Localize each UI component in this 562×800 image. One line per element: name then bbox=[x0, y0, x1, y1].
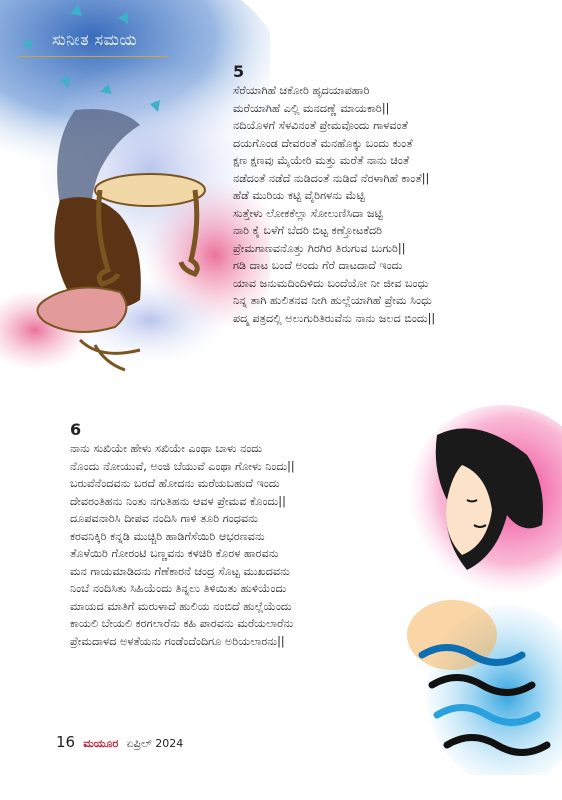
poem-line: ನೊಂದು ನೋಯುವೆ, ಅಂಜಿ ಬೆಯುವೆ ಎಂಥಾ ಗೋಳು ನಿಂದು|| bbox=[70, 459, 295, 473]
poem-line: ನದಿಯೊಳಗೆ ಸೆಳವಿನಂತೆ ಪ್ರೇಮವೊಂದು ಗಾಳವಂತೆ bbox=[233, 119, 408, 132]
page-number: 16 bbox=[56, 733, 76, 751]
poem-line: ನಿನ್ನ ತಾಗಿ ಹುಲಿತನವ ನೀಗಿ ಹುಲ್ಲೆಯಾಗಿಹೆ ಪ್ರೇಮ ಸಿಂಧು bbox=[233, 294, 432, 307]
poem-line: ಬರುವೆನೆಂದವನು ಬರದೆ ಹೋದನು ಮರೆಯಬಹುದೆ ಇಂದು bbox=[70, 477, 280, 490]
poem-line: ದೇವರಂತಿಹನು ನಿಂತು ನಗುತಿಹನು ಆವಳ ಪ್ರೇಮವ ಕೊಂದು|| bbox=[70, 494, 286, 508]
page-footer bbox=[56, 733, 183, 751]
poem-line: ತೊಳೆಯಿರಿ ಗೋರಂಟಿ ಬಣ್ಣವನು ಕಳಚಿರಿ ಕೊರಳ ಹಾರವನು bbox=[70, 547, 279, 560]
poem-line: ದಯಗೊಂಡ ದೇವರಂತೆ ಮನಹೊಕ್ಕು ಬಂದು ಕುಂತೆ bbox=[233, 136, 413, 150]
poem-line: ಕ್ಷಣ ಕ್ಷಣವು ಮೈಯೇರಿ ಮತ್ತು ಮರೆತೆ ನಾನು ಚಿಂತೆ bbox=[233, 154, 410, 167]
magazine-logo: ಮಯೂರ bbox=[83, 737, 119, 750]
issue-date: ಏಪ್ರಿಲ್ 2024 bbox=[126, 737, 184, 750]
poem-line: ಯಾವ ಜನುಮದಿಂದಿಳಿದು ಬಂದೆಯೋ ನೀ ಜೀವ ಬಂಧು bbox=[233, 276, 429, 290]
poem-line: ನಡೆದಂತೆ ನಡೆದೆ ನುಡಿದಂತೆ ನುಡಿದೆ ನೆರಳಾಗಿಹೆ ಕಾಂತೆ|| bbox=[233, 171, 430, 185]
poem-line: ಪ್ರೇಮದಾಳದ ಅಳತೆಯನು ಗಂಡೆಂದೆಂದಿಗೂ ಅರಿಯಲಾರನು|| bbox=[70, 634, 285, 648]
poem-number: 5 bbox=[233, 62, 245, 81]
poem-line: ನಿಂಬೆ ನಂದಿಸಿತು ಸಿಹಿಯೆಂದು ತಿನ್ನಲು ತಿಳಿಯಿತು ಹುಳಿಯೆಂದು bbox=[70, 582, 287, 595]
poem-line: ಹೆಡೆ ಮುರಿಯ ಕಟ್ಟಿ ವೈರಿಗಳನು ಮೆಟ್ಟಿ bbox=[233, 189, 365, 202]
poem-line: ಗಡಿ ದಾಟ ಬಂದೆ ಅಂದು ಗೆರೆ ದಾಟದಾದೆ ಇಂದು bbox=[233, 259, 403, 272]
section-title: ಸುನೀತ ಸಮಯ bbox=[52, 30, 138, 49]
poem-5-lines bbox=[233, 82, 435, 327]
poem-line: ಪದ್ಮ ಪತ್ರದಲ್ಲಿ ಅಲುಗುರಿತಿರುವೆನು ನಾನು ಜಲದ ಬಿಂದು|| bbox=[233, 311, 436, 325]
poem-6-lines bbox=[70, 440, 295, 650]
dreaming-face-illustration bbox=[392, 405, 562, 775]
poem-line: ಪ್ರೇಮಗಾಣವನೊತ್ತು ಗಿರಗಿರ ತಿರುಗುವ ಬುಗುರಿ|| bbox=[233, 241, 406, 255]
poem-line: ನಾರಿ ಕೈ ಬಳೆಗೆ ಬೆದರಿ ಬಿಟ್ಟ ಕಣ್ತೋಟಕೆದರಿ bbox=[233, 224, 383, 237]
title-underline bbox=[18, 56, 168, 57]
poem-line: ಸೆರೆಯಾಗಿಹೆ ಚಕೋರಿ ಹೃದಯಾಪಹಾರಿ bbox=[233, 84, 370, 97]
poem-line: ನಾನು ಸುಖಿಯೇ ಹೇಳು ಸಖಿಯೇ ಎಂಥಾ ಬಾಳು ನಂದು bbox=[70, 442, 263, 455]
poem-line: ಸುತ್ತೇಳು ಲೋಕಕೆಲ್ಲಾ ಸೋಲುಣಿಸಿದಾ ಜಟ್ಟಿ bbox=[233, 206, 383, 220]
poem-line: ಮನ ಗಾಯಮಾಡಿದನು ಗೆಣೆಕಾರನೆ ಚಂದ್ರ ಸೊಟ್ಟ ಮುಖದವನು bbox=[70, 564, 290, 578]
poem-line: ಕಾಯಲಿ ಬೇಯಲಿ ಕರಗಲಾರೆನು ಕಹಿ ಪಾರವನು ಮರೆಯಲಾರೆನು bbox=[70, 617, 294, 630]
poem-number: 6 bbox=[70, 420, 82, 439]
poem-line: ಮರೆಯಾಗಿಹೆ ಎಲ್ಲಿ ಮನದಣ್ಣೆ ಮಾಯಕಾರಿ|| bbox=[233, 101, 390, 115]
woman-at-table-illustration bbox=[0, 0, 270, 380]
poem-line: ದೂಪವನಾರಿಸಿ ದೀಪವ ನಂದಿಸಿ ಗಾಳಿ ತೂರಿ ಗಂಧವನು bbox=[70, 512, 258, 525]
poem-line: ಮಾಯದ ಮಾತಿಗೆ ಮರುಳಾದೆ ಹುಲಿಯ ನಂಬಿದೆ ಹುಲ್ಲೆಯೆಂದು bbox=[70, 599, 292, 613]
poem-line: ಕರವನಿಕ್ಕಿರಿ ಕನ್ನಡಿ ಮುಚ್ಚಿರಿ ಹಾಡಿಗೆಸೆಯಿರಿ ಆಭರಣವನು bbox=[70, 529, 265, 543]
